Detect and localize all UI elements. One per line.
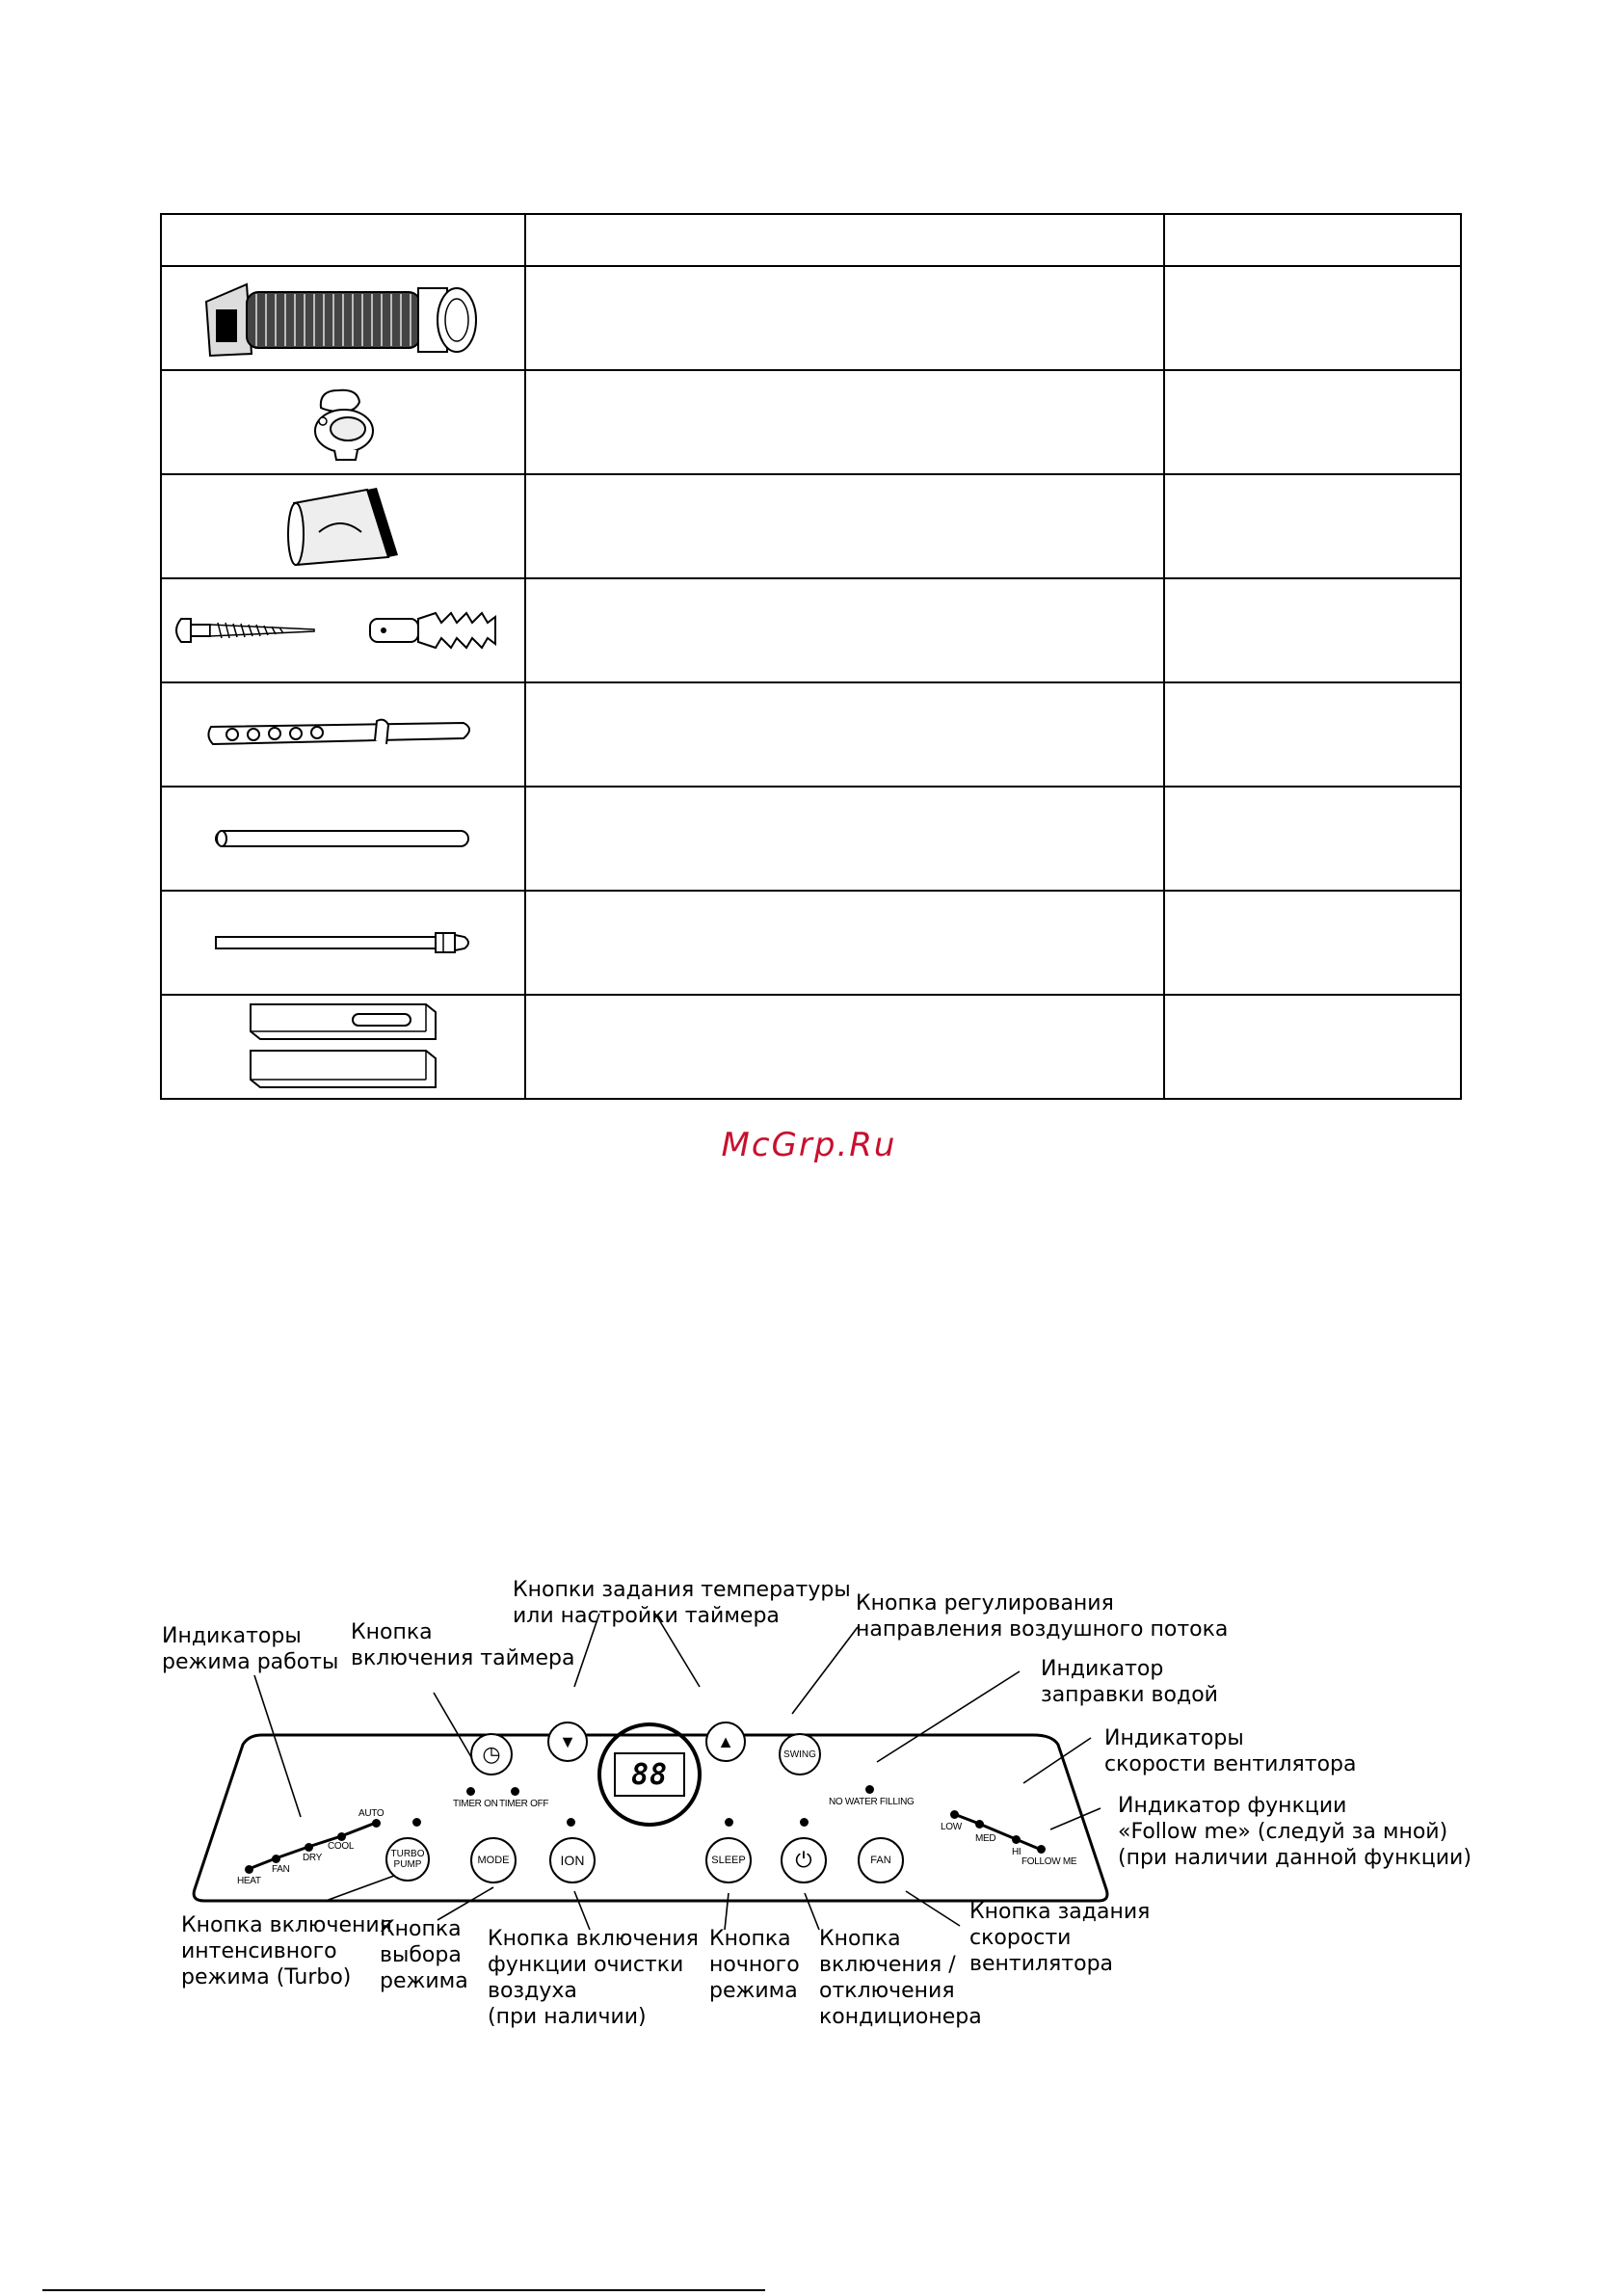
part-name-cell bbox=[525, 474, 1164, 578]
timer-icon: ◷ bbox=[482, 1742, 501, 1766]
table-row bbox=[161, 578, 1461, 682]
med-led bbox=[975, 1820, 984, 1829]
part-qty-cell bbox=[1164, 995, 1461, 1099]
auto-text: AUTO bbox=[358, 1808, 385, 1819]
up-arrow-icon: ▲ bbox=[717, 1732, 734, 1751]
part-qty-cell bbox=[1164, 370, 1461, 474]
part-name-cell bbox=[525, 578, 1164, 682]
drain-plug-icon bbox=[300, 379, 386, 466]
table-row bbox=[161, 891, 1461, 995]
cool-text: COOL bbox=[328, 1841, 355, 1852]
part-qty-cell bbox=[1164, 682, 1461, 787]
fan-button-label: FAN bbox=[870, 1854, 891, 1866]
label-swing-button: Кнопка регулирования направления воздушного потока bbox=[856, 1591, 1229, 1642]
parts-table bbox=[160, 213, 1462, 1100]
ion-led bbox=[567, 1818, 575, 1827]
fan-mode-text: FAN bbox=[272, 1864, 290, 1875]
swing-button[interactable] bbox=[779, 1733, 821, 1775]
turbo-button[interactable] bbox=[385, 1837, 430, 1882]
label-timer-button: Кнопка включения таймера bbox=[351, 1620, 575, 1670]
power-button[interactable] bbox=[781, 1837, 827, 1883]
dry-text: DRY bbox=[303, 1853, 323, 1863]
timer-on-text: TIMER ON bbox=[453, 1799, 498, 1809]
turbo-label-line1: TURBO bbox=[390, 1849, 425, 1859]
window-slider-panels-icon bbox=[237, 1001, 449, 1093]
part-qty-cell bbox=[1164, 787, 1461, 891]
part-image-cell bbox=[161, 682, 525, 787]
part-name-cell bbox=[525, 682, 1164, 787]
part-image-cell bbox=[161, 787, 525, 891]
follow-me-text: FOLLOW ME bbox=[1021, 1856, 1077, 1867]
timer-off-led bbox=[511, 1787, 519, 1796]
label-temp-buttons: Кнопки задания температуры или настройки таймера bbox=[513, 1578, 851, 1628]
heat-text: HEAT bbox=[237, 1876, 261, 1886]
turbo-led bbox=[412, 1818, 421, 1827]
turbo-label-line2: PUMP bbox=[393, 1859, 422, 1870]
label-water-indicator: Индикатор заправки водой bbox=[1041, 1657, 1218, 1707]
no-water-led bbox=[865, 1785, 874, 1794]
label-mode-indicators: Индикаторы режима работы bbox=[162, 1624, 339, 1674]
part-image-cell bbox=[161, 995, 525, 1099]
drain-tube-icon bbox=[208, 923, 478, 962]
table-row bbox=[161, 787, 1461, 891]
round-bar-icon bbox=[208, 819, 478, 858]
table-row bbox=[161, 995, 1461, 1099]
label-fan-button: Кнопка задания скорости вентилятора bbox=[969, 1900, 1151, 1976]
med-text: MED bbox=[975, 1833, 996, 1844]
lcd-display bbox=[597, 1722, 702, 1827]
table-row bbox=[161, 682, 1461, 787]
temp-down-button[interactable] bbox=[547, 1722, 588, 1762]
cool-led bbox=[337, 1832, 346, 1841]
power-icon: ⏻ bbox=[795, 1848, 812, 1872]
label-ion-button: Кнопка включения функции очистки воздуха (при наличии) bbox=[488, 1927, 699, 2029]
timer-button[interactable] bbox=[470, 1733, 513, 1775]
part-qty-cell bbox=[1164, 266, 1461, 370]
bottom-rule bbox=[42, 2289, 765, 2291]
part-image-cell bbox=[161, 370, 525, 474]
exhaust-hose-icon bbox=[199, 275, 488, 361]
follow-me-led bbox=[1037, 1845, 1046, 1854]
sleep-button[interactable] bbox=[705, 1837, 752, 1883]
mode-button[interactable] bbox=[470, 1837, 517, 1883]
header-cell bbox=[525, 214, 1164, 266]
label-mode-button: Кнопка выбора режима bbox=[380, 1917, 468, 1993]
ion-button-label: ION bbox=[560, 1852, 585, 1868]
table-row bbox=[161, 266, 1461, 370]
timer-on-led bbox=[466, 1787, 475, 1796]
screw-and-anchor-icon bbox=[170, 601, 517, 659]
part-qty-cell bbox=[1164, 578, 1461, 682]
temp-up-button[interactable] bbox=[705, 1722, 746, 1762]
part-image-cell bbox=[161, 578, 525, 682]
part-qty-cell bbox=[1164, 474, 1461, 578]
label-power-button: Кнопка включения / отключения кондиционера bbox=[819, 1927, 982, 2029]
timer-off-text: TIMER OFF bbox=[499, 1799, 549, 1809]
control-panel-diagram bbox=[0, 1542, 1618, 2082]
display-digits: 88 bbox=[630, 1757, 669, 1792]
table-header-row bbox=[161, 214, 1461, 266]
part-image-cell bbox=[161, 474, 525, 578]
auto-led bbox=[372, 1819, 381, 1828]
part-name-cell bbox=[525, 370, 1164, 474]
heat-led bbox=[245, 1865, 253, 1874]
window-slider-bar-icon bbox=[203, 706, 483, 763]
swing-button-label: SWING bbox=[783, 1749, 816, 1760]
table-row bbox=[161, 474, 1461, 578]
part-name-cell bbox=[525, 266, 1164, 370]
watermark: McGrp.Ru bbox=[721, 1126, 897, 1164]
sleep-led bbox=[725, 1818, 733, 1827]
part-image-cell bbox=[161, 891, 525, 995]
no-water-text: NO WATER FILLING bbox=[829, 1797, 915, 1807]
mode-button-label: MODE bbox=[477, 1854, 510, 1866]
part-name-cell bbox=[525, 891, 1164, 995]
fan-button[interactable] bbox=[858, 1837, 904, 1883]
low-led bbox=[950, 1810, 959, 1819]
part-name-cell bbox=[525, 787, 1164, 891]
ion-button[interactable] bbox=[549, 1837, 596, 1883]
down-arrow-icon: ▼ bbox=[559, 1732, 576, 1751]
label-follow-me-indicator: Индикатор функции «Follow me» (следуй за мной) (при наличии данной функции) bbox=[1118, 1794, 1472, 1870]
part-image-cell bbox=[161, 266, 525, 370]
label-sleep-button: Кнопка ночного режима bbox=[709, 1927, 800, 2003]
sleep-button-label: SLEEP bbox=[711, 1854, 746, 1866]
part-name-cell bbox=[525, 995, 1164, 1099]
part-qty-cell bbox=[1164, 891, 1461, 995]
table-row bbox=[161, 370, 1461, 474]
dry-led bbox=[305, 1843, 313, 1852]
header-cell bbox=[1164, 214, 1461, 266]
window-adapter-icon bbox=[280, 482, 406, 571]
hi-text: HI bbox=[1012, 1847, 1021, 1857]
header-cell bbox=[161, 214, 525, 266]
hi-led bbox=[1012, 1835, 1021, 1844]
power-led bbox=[800, 1818, 809, 1827]
label-turbo-button: Кнопка включения интенсивного режима (Turbo) bbox=[181, 1913, 392, 1989]
label-fan-speed-indicators: Индикаторы скорости вентилятора bbox=[1104, 1726, 1357, 1776]
fan-mode-led bbox=[272, 1855, 280, 1863]
low-text: LOW bbox=[941, 1822, 962, 1832]
